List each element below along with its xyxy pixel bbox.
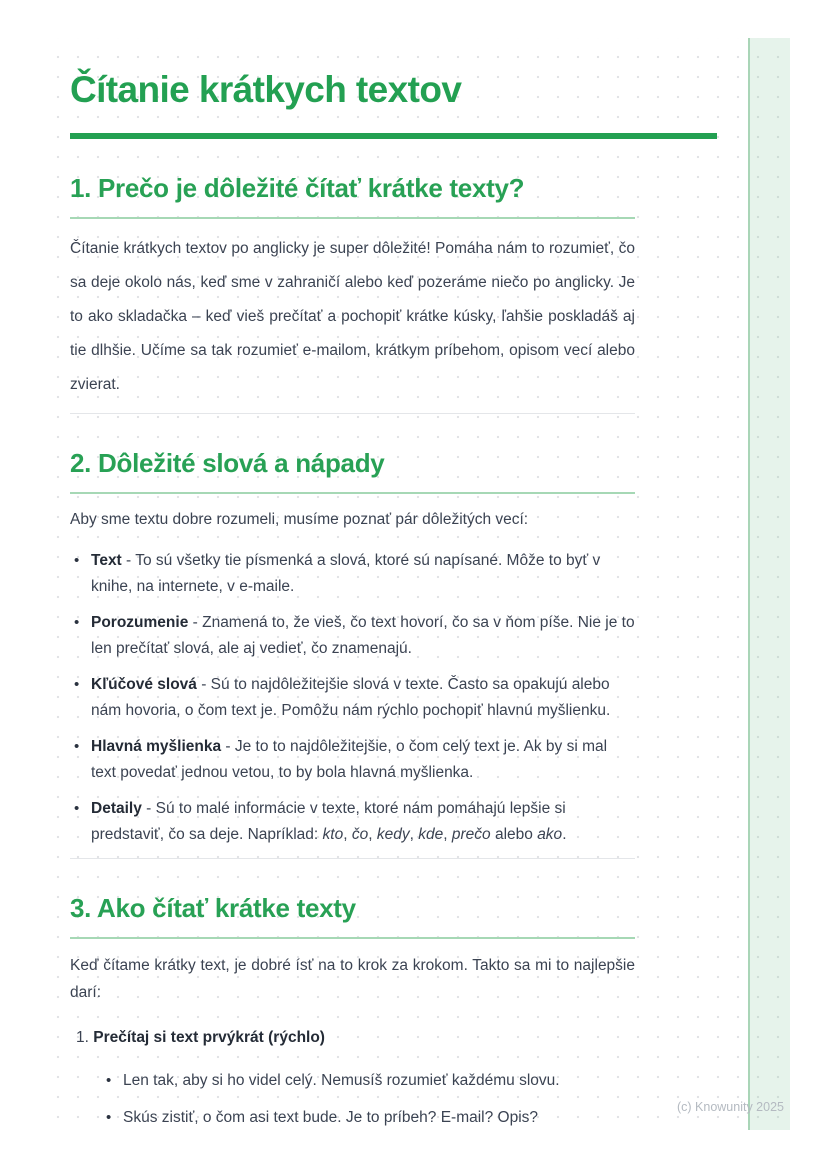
step-label: Prečítaj si text prvýkrát (rýchlo) [93,1029,325,1047]
section-1-paragraph: Čítanie krátkych textov po anglicky je super dôležité! Pomáha nám to rozumieť, čo sa deje okolo nás, keď sme v zahraničí alebo keď pozeráme niečo po anglicky. Je to ako skladačka – keď vieš prečítať a pochopiť krátke kúsky, ľahšie poskladáš aj tie dlhšie. Učíme sa tak rozumieť e-mailom, krátkym príbehom, opisom vecí alebo zvierat. [70,239,635,393]
bullet-icon: • [106,1072,112,1090]
bullet-icon: • [106,1109,112,1127]
list-item [104,1105,635,1131]
list-item [70,672,635,724]
bullet-icon: • [74,800,80,818]
section-3-heading-rule [70,937,635,939]
right-edge-stripe [748,38,790,1130]
section-3-heading: 3. Ako čítať krátke texty [70,893,356,924]
list-item-text: Len tak, aby si ho videl celý. Nemusíš rozumieť každému slovu. [123,1072,560,1090]
list-item-text: Skús zistiť, o čom asi text bude. Je to príbeh? E-mail? Opis? [123,1109,539,1127]
bullet-icon: • [74,738,80,756]
section-divider [70,858,635,859]
list-item-text: Hlavná myšlienka - Je to to najdôležitejšie, o čom celý text je. Ak by si mal text povedať jednou vetou, to by bola hlavná myšlienka. [91,738,608,782]
worksheet-paper [42,38,790,1130]
key-terms-list [70,548,635,848]
copyright-credit: (c) Knowunity 2025 [676,1100,784,1114]
list-item-text: Text - To sú všetky tie písmenká a slová, ktoré sú napísané. Môže to byť v knihe, na internete, v e-maile. [91,552,601,596]
section-divider [70,413,635,414]
title-rule [70,133,717,139]
list-item [70,610,635,662]
numbered-step-1 [76,1025,635,1051]
section-1-heading-rule [70,217,635,219]
list-item-text: Detaily - Sú to malé informácie v texte, ktoré nám pomáhajú lepšie si predstaviť, čo sa deje. Napríklad: kto, čo, kedy, kde, prečo alebo ako. [91,800,567,844]
section-why-read [70,173,635,414]
section-1-heading: 1. Prečo je dôležité čítať krátke texty? [70,172,525,203]
bullet-icon: • [74,676,80,694]
page-title: Čítanie krátkych textov [70,69,462,110]
bullet-icon: • [74,614,80,632]
step-1-sub-bullets [70,1068,635,1131]
list-item [70,548,635,600]
section-2-heading-rule [70,492,635,494]
list-item-text: Kľúčové slová - Sú to najdôležitejšie slová v texte. Často sa opakujú alebo nám hovoria, o čom text je. Pomôžu nám rýchlo pochopiť hlavnú myšlienku. [91,676,611,720]
section-3-intro: Keď čítame krátky text, je dobré ísť na to krok za krokom. Takto sa mi to najlepšie darí: [70,957,635,1002]
list-item-text: Porozumenie - Znamená to, že vieš, čo text hovorí, čo sa v ňom píše. Nie je to len prečítať slová, ale aj vedieť, čo znamenajú. [91,614,635,658]
bullet-icon: • [74,552,80,570]
step-number: 1. [76,1029,94,1047]
section-2-heading: 2. Dôležité slová a nápady [70,447,385,478]
section-2-intro: Aby sme textu dobre rozumeli, musíme poznať pár dôležitých vecí: [70,511,529,529]
section-important-words [70,448,635,859]
list-item [70,796,635,848]
list-item [70,734,635,786]
section-how-to-read [70,893,635,1131]
list-item [104,1068,635,1094]
